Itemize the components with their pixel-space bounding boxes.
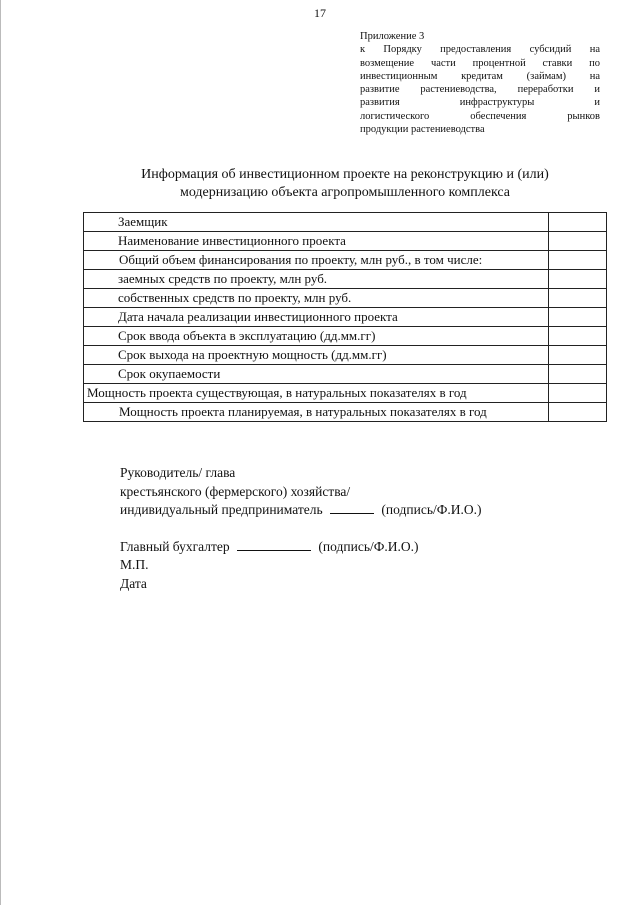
row-label: собственных средств по проекту, млн руб.	[84, 289, 549, 308]
date-label: Дата	[120, 575, 147, 591]
row-label: Срок выхода на проектную мощность (дд.мм.гг)	[84, 346, 549, 365]
page-number: 17	[314, 6, 326, 20]
appendix-line: логистического обеспечения рынков	[360, 110, 600, 122]
table-row	[84, 289, 607, 308]
scan-edge	[0, 0, 1, 905]
accountant-signature-caption: (подпись/Ф.И.О.)	[318, 538, 419, 554]
stamp-label: М.П.	[120, 557, 149, 572]
appendix-header	[360, 30, 600, 136]
row-value-cell[interactable]	[549, 308, 607, 327]
document-heading	[80, 166, 610, 202]
row-value-cell[interactable]	[549, 403, 607, 422]
heading-line: модернизацию объекта агропромышленного комплекса	[179, 185, 511, 200]
head-signature-line	[120, 501, 482, 520]
row-value-cell[interactable]	[549, 289, 607, 308]
table-row	[84, 232, 607, 251]
row-label: Мощность проекта существующая, в натуральных показателях в год	[84, 384, 549, 403]
head-signature-blank[interactable]	[330, 502, 374, 514]
head-title-line: крестьянского (фермерского) хозяйства/	[120, 483, 351, 499]
appendix-line: развитие растениеводства, переработки и	[360, 84, 600, 96]
table-row	[84, 327, 607, 346]
signature-block	[120, 464, 482, 593]
row-value-cell[interactable]	[549, 232, 607, 251]
table-row	[84, 270, 607, 289]
appendix-line: инвестиционным кредитам (займам) на	[360, 70, 600, 82]
row-value-cell[interactable]	[549, 327, 607, 346]
table-row	[84, 403, 607, 422]
row-value-cell[interactable]	[549, 365, 607, 384]
head-signature-caption: (подпись/Ф.И.О.)	[381, 502, 482, 517]
row-label: Дата начала реализации инвестиционного проекта	[84, 308, 549, 327]
appendix-line: развития инфраструктуры и	[360, 97, 600, 109]
table-row	[84, 365, 607, 384]
appendix-line: продукции растениеводства	[360, 124, 485, 136]
row-label: Общий объем финансирования по проекту, млн руб., в том числе:	[84, 251, 549, 270]
row-value-cell[interactable]	[549, 270, 607, 289]
row-label: Срок ввода объекта в эксплуатацию (дд.мм.гг)	[84, 327, 549, 346]
row-label: Мощность проекта планируемая, в натуральных показателях в год	[84, 403, 549, 422]
row-value-cell[interactable]	[549, 346, 607, 365]
table-row	[84, 213, 607, 232]
accountant-signature-line	[120, 538, 482, 557]
row-value-cell[interactable]	[549, 251, 607, 270]
table-row	[84, 384, 607, 403]
table-row	[84, 251, 607, 270]
investment-info-table	[83, 212, 607, 422]
appendix-line: возмещение части процентной ставки по	[360, 57, 600, 69]
row-label: Наименование инвестиционного проекта	[84, 232, 549, 251]
row-label: Заемщик	[84, 213, 549, 232]
appendix-line: к Порядку предоставления субсидий на	[360, 44, 600, 56]
table-row	[84, 346, 607, 365]
row-value-cell[interactable]	[549, 384, 607, 403]
heading-line: Информация об инвестиционном проекте на реконструкцию и (или)	[141, 167, 549, 182]
row-label: Срок окупаемости	[84, 365, 549, 384]
table-row	[84, 308, 607, 327]
row-value-cell[interactable]	[549, 213, 607, 232]
accountant-signature-blank[interactable]	[237, 539, 311, 551]
row-label: заемных средств по проекту, млн руб.	[84, 270, 549, 289]
appendix-title: Приложение 3	[360, 31, 425, 42]
head-title-line: Руководитель/ глава	[120, 465, 236, 480]
head-title-text: индивидуальный предприниматель	[120, 502, 323, 517]
accountant-title-text: Главный бухгалтер	[120, 538, 230, 554]
